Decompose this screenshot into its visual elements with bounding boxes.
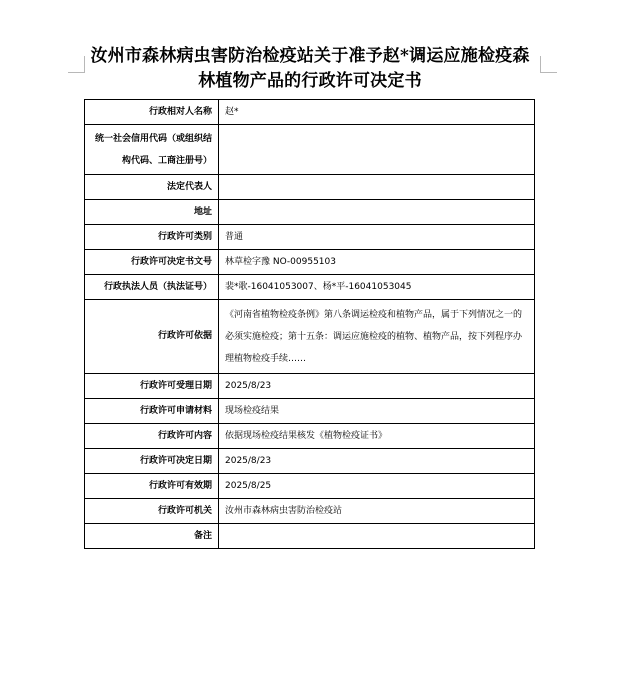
row-value [219, 200, 535, 225]
row-value [219, 175, 535, 200]
row-value: 依据现场检疫结果核发《植物检疫证书》 [219, 424, 535, 449]
row-label: 行政许可决定书文号 [85, 250, 219, 275]
row-value: 赵* [219, 100, 535, 125]
row-value: 林草检字豫 NO-00955103 [219, 250, 535, 275]
table-row [85, 100, 535, 125]
table-row [85, 474, 535, 499]
row-label: 法定代表人 [85, 175, 219, 200]
crop-mark-top-left [68, 56, 85, 73]
row-label: 行政许可依据 [85, 300, 219, 374]
table-row [85, 175, 535, 200]
table-row [85, 125, 535, 175]
table-row [85, 225, 535, 250]
crop-mark-top-right [540, 56, 557, 73]
row-label: 行政许可受理日期 [85, 374, 219, 399]
row-value: 普通 [219, 225, 535, 250]
row-label: 行政许可类别 [85, 225, 219, 250]
table-row [85, 399, 535, 424]
row-value [219, 125, 535, 175]
row-label: 行政许可申请材料 [85, 399, 219, 424]
row-value: 汝州市森林病虫害防治检疫站 [219, 499, 535, 524]
row-label: 地址 [85, 200, 219, 225]
row-label: 行政许可机关 [85, 499, 219, 524]
table-row [85, 499, 535, 524]
row-label: 行政执法人员（执法证号） [85, 275, 219, 300]
row-value: 《河南省植物检疫条例》第八条调运检疫和植物产品，属于下列情况之一的必须实施检疫；第十五条：调运应施检疫的植物、植物产品，按下列程序办理植物检疫手续…… [219, 300, 535, 374]
table-row [85, 275, 535, 300]
row-value: 2025/8/23 [219, 449, 535, 474]
table-row [85, 250, 535, 275]
document-title: 汝州市森林病虫害防治检疫站关于准予赵*调运应施检疫森林植物产品的行政许可决定书 [90, 46, 530, 91]
table-row [85, 449, 535, 474]
table-row [85, 300, 535, 374]
row-value: 2025/8/25 [219, 474, 535, 499]
row-label: 行政许可决定日期 [85, 449, 219, 474]
row-value: 裴*歌-16041053007、杨*平-16041053045 [219, 275, 535, 300]
row-label: 行政许可内容 [85, 424, 219, 449]
row-value: 2025/8/23 [219, 374, 535, 399]
table-row [85, 424, 535, 449]
table-row [85, 374, 535, 399]
row-label: 备注 [85, 524, 219, 549]
row-value [219, 524, 535, 549]
row-label: 统一社会信用代码（或组织结构代码、工商注册号） [85, 125, 219, 175]
row-label: 行政许可有效期 [85, 474, 219, 499]
table-row [85, 524, 535, 549]
row-label: 行政相对人名称 [85, 100, 219, 125]
permit-table [84, 99, 535, 549]
row-value: 现场检疫结果 [219, 399, 535, 424]
table-row [85, 200, 535, 225]
